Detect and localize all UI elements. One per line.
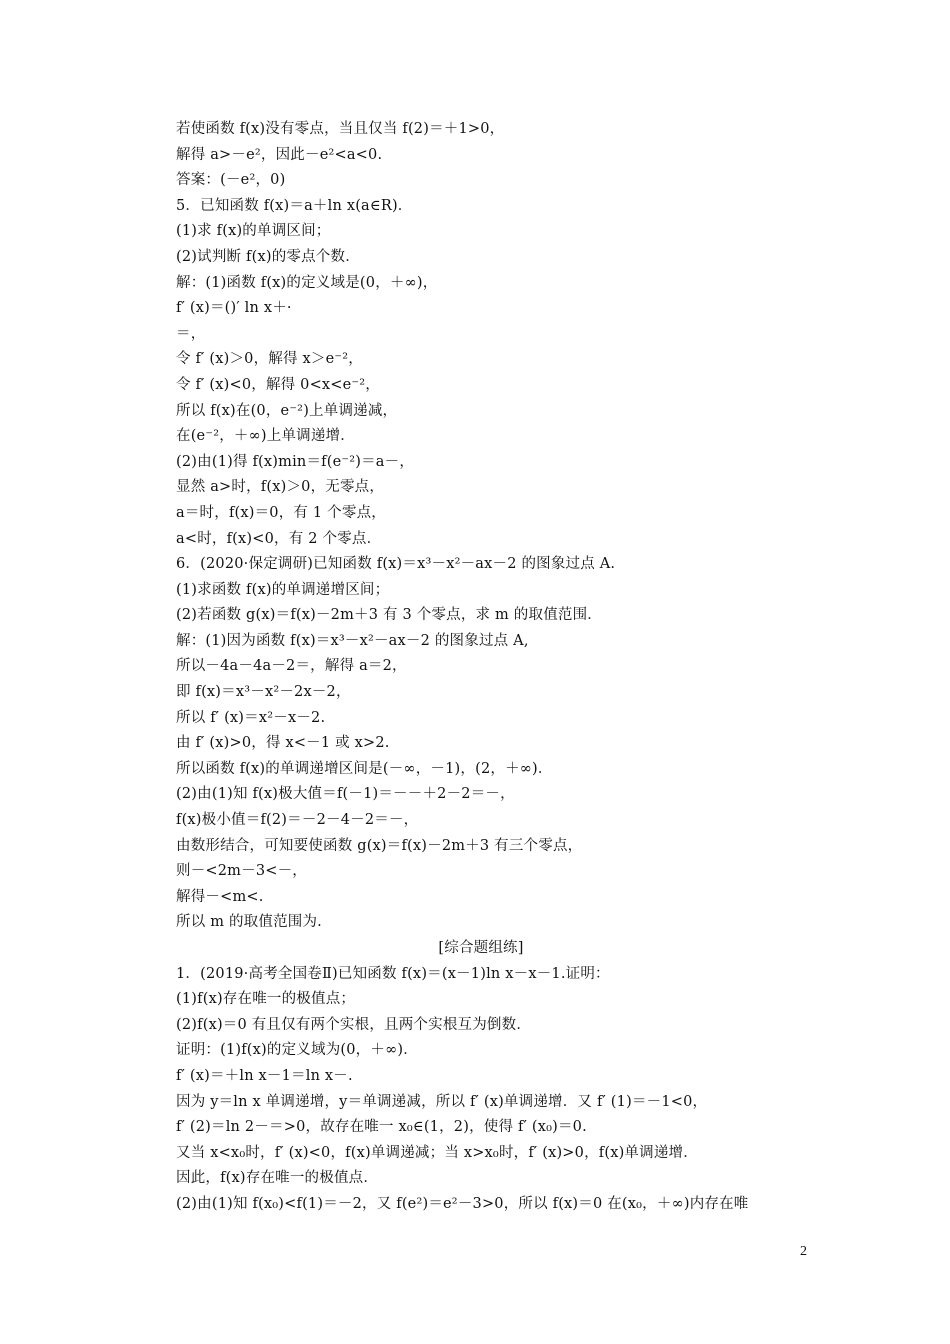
text-line: (2)f(x)＝0 有且仅有两个实根，且两个实根互为倒数． [176, 1016, 532, 1033]
text-line: 若使函数 f(x)没有零点，当且仅当 f(2)＝＋1>0， [176, 121, 505, 137]
text-line: 所以－4a－4a－2＝，解得 a＝2， [176, 658, 407, 675]
text-line: 所以 f(x)在(0，e⁻²)上单调递减， [176, 402, 398, 419]
text-line: 所以 m 的取值范围为. [176, 914, 322, 931]
text-line: 令 f′ (x)<0，解得 0<x<e⁻²， [176, 376, 381, 393]
text-line: 又当 x<x₀时，f′ (x)<0，f(x)单调递减；当 x>x₀时，f′ (x)>0，f(x)单调递增． [176, 1144, 698, 1161]
text-line: 由 f′ (x)>0，得 x<－1 或 x>2. [176, 735, 390, 752]
text-line: 即 f(x)＝x³－x²－2x－2， [176, 684, 351, 701]
document-body [176, 117, 826, 1218]
problem-heading: 5．已知函数 f(x)＝a＋ln x(a∈R)． [176, 197, 413, 214]
text-line: 解得 a>－e²，因此－e²<a<0. [176, 146, 383, 163]
text-line: ＝， [176, 325, 206, 342]
text-line: 所以 f′ (x)＝x²－x－2. [176, 709, 326, 726]
text-line: 因为 y＝ln x 单调递增，y＝单调递减，所以 f′ (x)单调递增．又 f′ (1)＝－1<0， [176, 1093, 708, 1110]
text-line: f′ (x)＝()′ ln x＋· [176, 300, 292, 317]
text-line: (2)由(1)知 f(x)极大值＝f(－1)＝－－＋2－2＝－， [176, 786, 515, 803]
page-number: 2 [800, 1244, 807, 1259]
text-line: f(x)极小值＝f(2)＝－2－4－2＝－， [176, 812, 419, 829]
text-line: 因此，f(x)存在唯一的极值点． [176, 1170, 379, 1187]
text-line: (2)试判断 f(x)的零点个数． [176, 248, 360, 265]
text-line: 解：(1)函数 f(x)的定义域是(0，＋∞)， [176, 274, 438, 291]
text-line: f′ (2)＝ln 2－＝>0，故存在唯一 x₀∈(1，2)，使得 f′ (x₀)＝0. [176, 1119, 587, 1136]
text-line: 则－<2m－3<－， [176, 863, 307, 880]
problem-heading: 6．(2020·保定调研)已知函数 f(x)＝x³－x²－ax－2 的图象过点 A. [176, 556, 616, 573]
text-line: 解：(1)因为函数 f(x)＝x³－x²－ax－2 的图象过点 A, [176, 632, 529, 649]
text-line: 所以函数 f(x)的单调递增区间是(－∞，－1)，(2，＋∞)． [176, 760, 553, 777]
text-line: 证明：(1)f(x)的定义域为(0，＋∞)． [176, 1042, 418, 1059]
problem-heading: 1．(2019·高考全国卷Ⅱ)已知函数 f(x)＝(x－1)ln x－x－1.证明： [176, 965, 610, 982]
text-line: (2)由(1)知 f(x₀)<f(1)＝－2，又 f(e²)＝e²－3>0，所以 f(x)＝0 在(x₀，＋∞)内存在唯 [176, 1195, 749, 1212]
text-line: a＝时，f(x)＝0，有 1 个零点， [176, 504, 386, 521]
text-line: 由数形结合，可知要使函数 g(x)＝f(x)－2m＋3 有三个零点， [176, 837, 583, 854]
text-line: 显然 a>时，f(x)＞0，无零点， [176, 479, 385, 496]
text-line: 令 f′ (x)＞0，解得 x＞e⁻²， [176, 351, 363, 368]
text-line: 解得－<m<. [176, 888, 264, 905]
text-line: (2)若函数 g(x)＝f(x)－2m＋3 有 3 个零点，求 m 的取值范围． [176, 607, 602, 624]
text-line: (1)f(x)存在唯一的极值点； [176, 991, 356, 1008]
text-line: (1)求 f(x)的单调区间； [176, 223, 331, 240]
text-line: (1)求函数 f(x)的单调递增区间； [176, 581, 390, 598]
section-heading: [综合题组练] [438, 940, 524, 956]
answer-line: 答案：(－e²，0) [176, 172, 286, 189]
text-line: f′ (x)＝＋ln x－1＝ln x－. [176, 1067, 353, 1084]
text-line: (2)由(1)得 f(x)min＝f(e⁻²)＝a－， [176, 453, 415, 470]
text-line: 在(e⁻²，＋∞)上单调递增． [176, 428, 355, 445]
text-line: a<时，f(x)<0，有 2 个零点． [176, 530, 382, 547]
